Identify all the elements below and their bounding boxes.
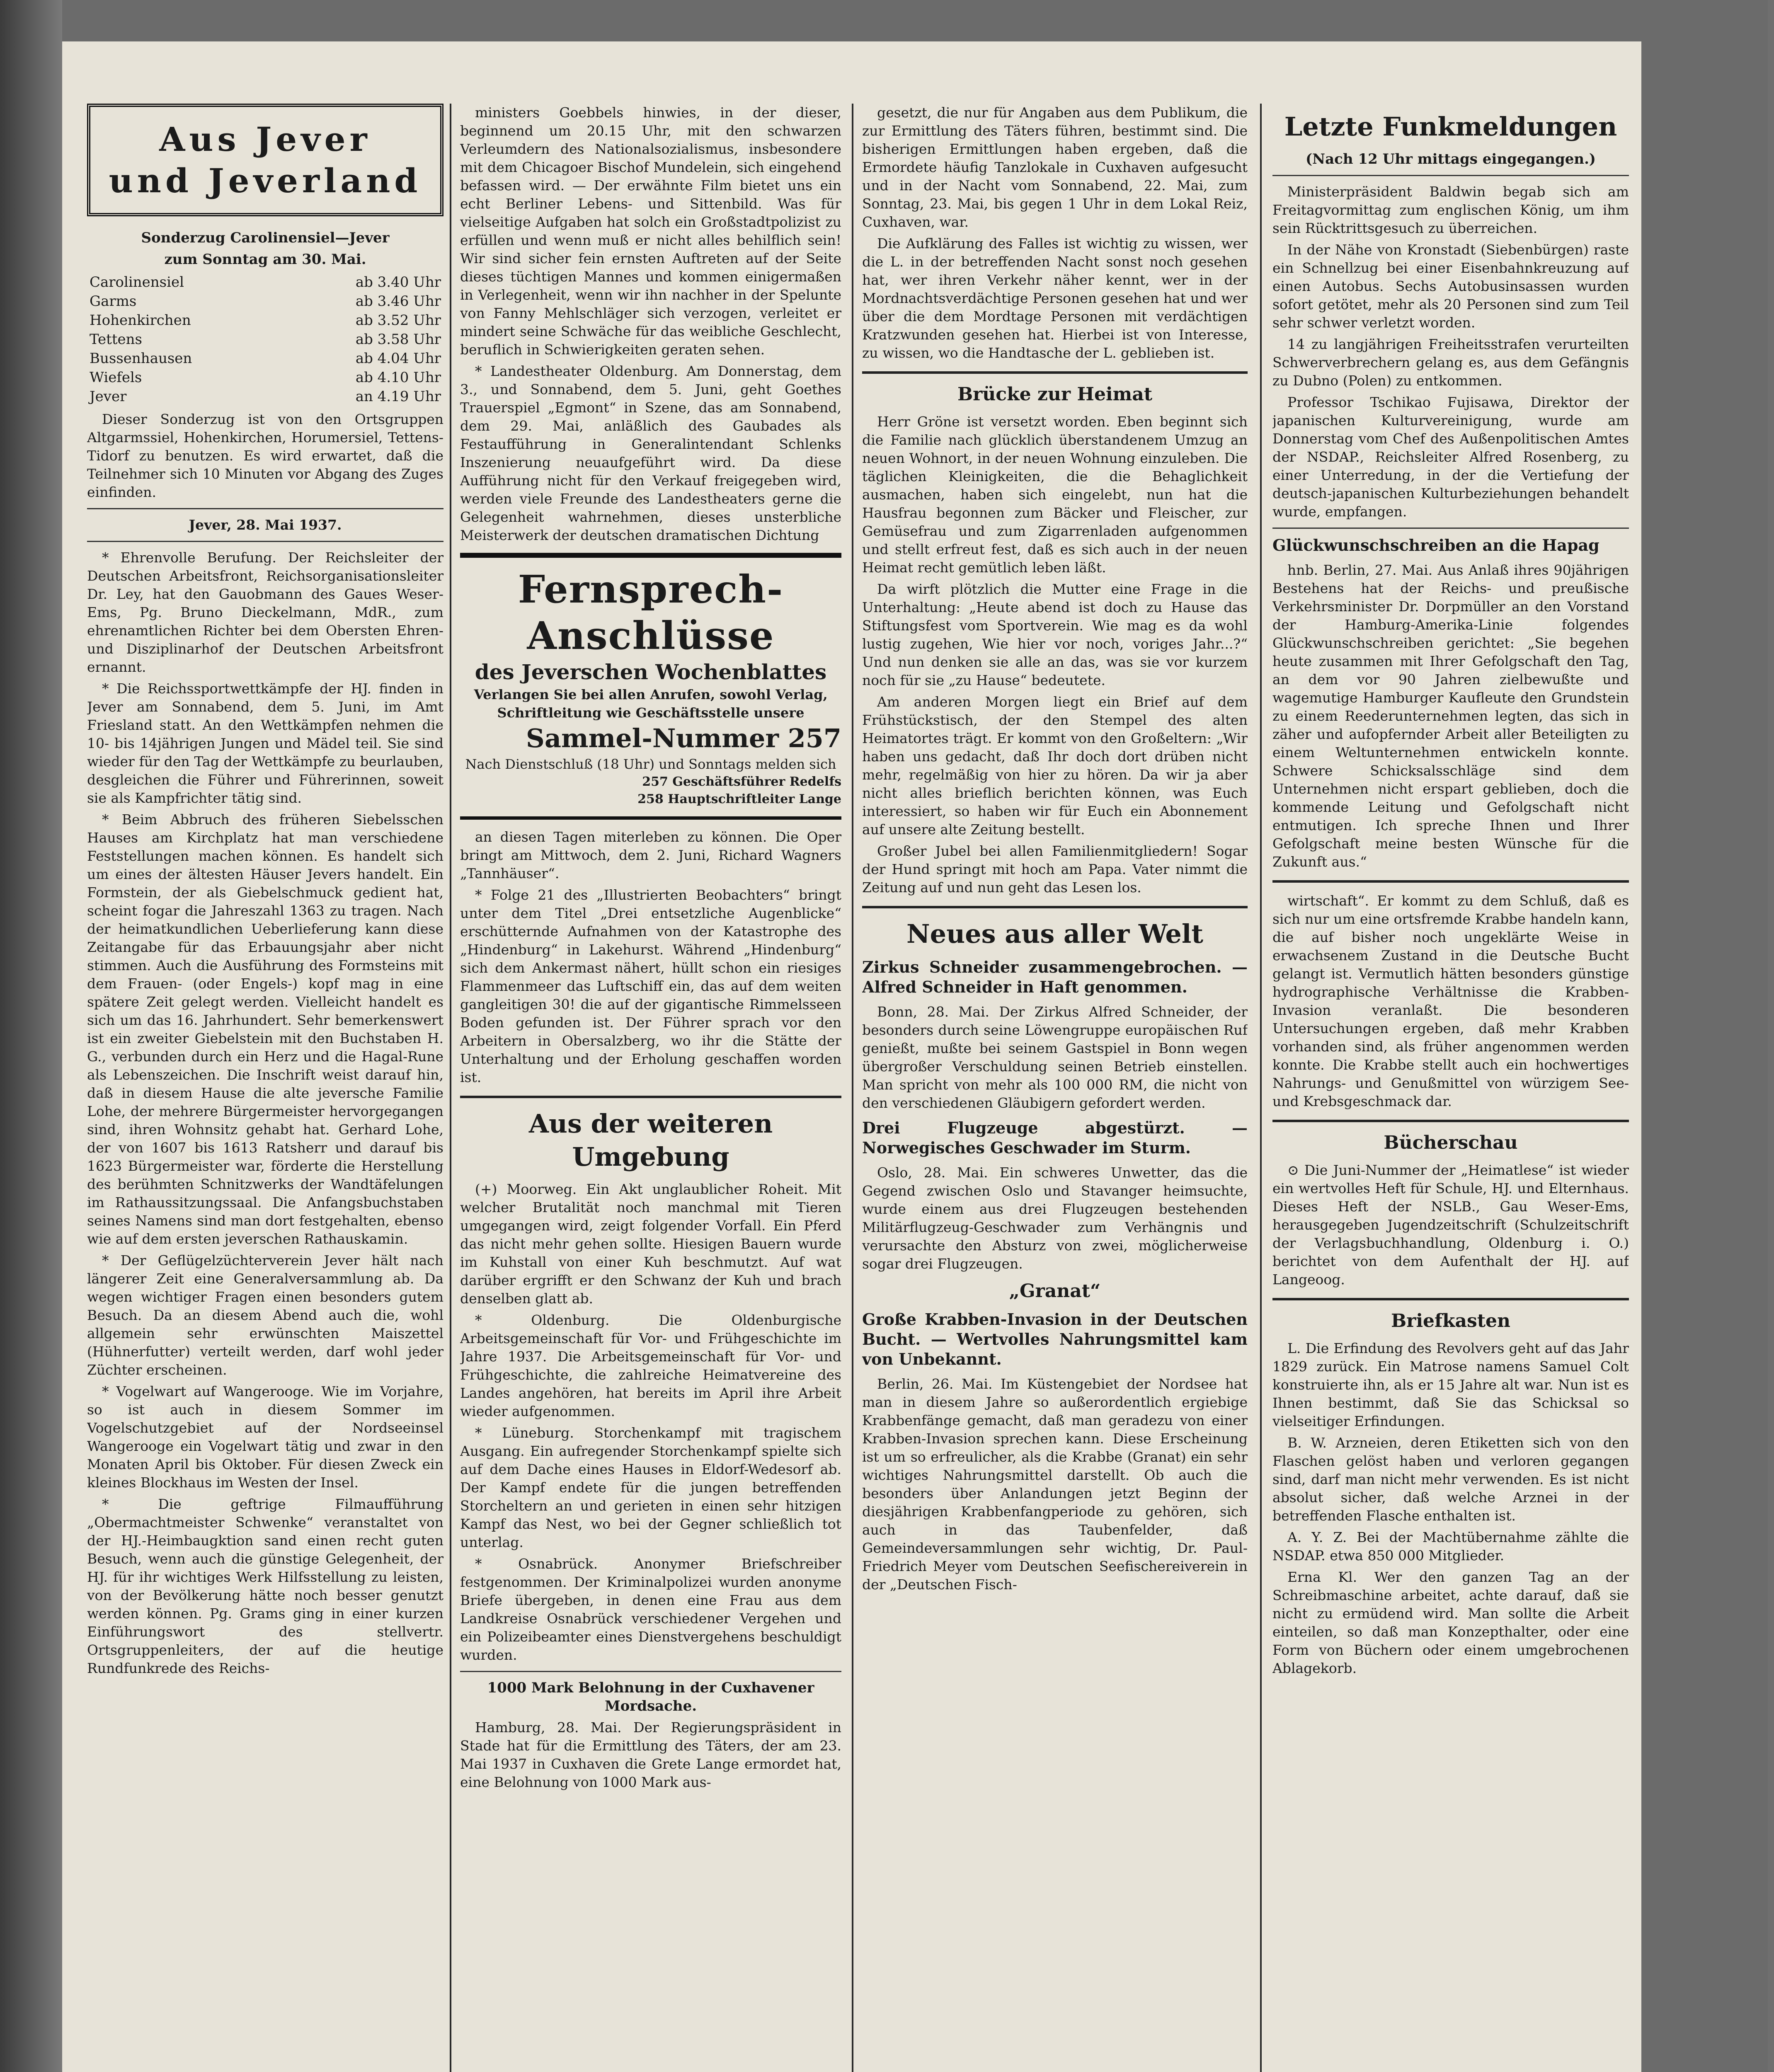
article-paragraph: Hamburg, 28. Mai. Der Regierungspräsident in Stade hat für die Ermittlung des Täters, der am 23. Mai 1937 in Cuxhaven die Grete Lange ermordet hat, eine Belohnung von 1000 Mark aus-: [460, 1719, 841, 1790]
article-paragraph: Bonn, 28. Mai. Der Zirkus Alfred Schneider, der besonders durch seine Löwengruppe europäischen Ruf genießt, mußte bei seinem Gastspiel in Bonn wegen übergroßer Verschuldung seinen Betrieb einstellen. Man spricht von mehr als 100 000 RM, die nicht von den verschiedenen Gläubigern gefordert werden.: [862, 1004, 1248, 1111]
ad-title: Fernsprech-Anschlüsse: [518, 567, 784, 658]
divider: [862, 371, 1248, 374]
stop-time: ab 3.52 Uhr: [355, 312, 441, 329]
schedule-row: [87, 368, 444, 387]
stop-time: ab 3.46 Uhr: [355, 293, 441, 310]
article-heading: Glückwunschschreiben an die Hapag: [1272, 536, 1600, 554]
stop-time: ab 4.04 Uhr: [355, 350, 441, 367]
article-paragraph: Berlin, 26. Mai. Im Küstengebiet der Nordsee hat man in diesem Jahre so außerordentlich ergiebige Krabbenfänge gemacht, daß man geradezu von einer Krabben-Invasion sprechen kann. Diese Erscheinung ist um so erfreulicher, als die Krabbe (Granat) ein sehr wichtiges Nahrungsmittel darstellt. Ob auch die besonders über Anlandungen jetzt Beginn der diesjährigen Krabbenfangperiode zu gehören, sich auch in das Taubenfelder, daß Gemeindeversammlungen sehr wichtig, Dr. Paul-Friedrich Meyer vom Deutschen Seefischereiverein in der „Deutschen Fisch-: [862, 1376, 1248, 1593]
schedule-row: [87, 387, 444, 406]
stop-place: Hohenkirchen: [90, 312, 191, 329]
section-heading: Aus der weiteren Umgebung: [528, 1109, 773, 1172]
divider: [87, 508, 444, 509]
masthead-line-2: und Jeverland: [109, 161, 422, 200]
schedule-row: [87, 311, 444, 330]
train-schedule: [87, 273, 444, 406]
article-paragraph: Am anderen Morgen liegt ein Brief auf dem Frühstückstisch, der den Stempel des alten Heimatortes trägt. Er kommt von den Großeltern: „Wir haben uns gedacht, daß Ihr doch dort drüben nicht mehr, regelmäßig von hier zu hören. Da wir ja aber nicht alles brieflich berichten können, was Euch interessiert, so haben wir für Euch ein Abonnement auf unsere alte Zeitung bestellt.: [862, 694, 1248, 838]
section-subtitle: (Nach 12 Uhr mittags eingegangen.): [1305, 151, 1596, 167]
page-binding-edge: [0, 0, 62, 2072]
ad-line-1: 257 Geschäftsführer Redelfs: [642, 775, 841, 789]
train-note: Dieser Sonderzug ist von den Ortsgruppen Altgarmssiel, Hohenkirchen, Horumersiel, Tettens-Tidorf zu benutzen. Es wird erwartet, daß die Teilnehmer sich 10 Minuten vor Abgang des Zuges einfinden.: [87, 411, 444, 500]
news-headline: „Granat“: [1009, 1280, 1101, 1302]
column-rule-1: [450, 104, 451, 2072]
ad-after-hours: Nach Dienstschluß (18 Uhr) und Sonntags melden sich: [465, 756, 836, 772]
article-paragraph: * Osnabrück. Anonymer Briefschreiber festgenommen. Der Kriminalpolizei wurden anonyme Briefe übergeben, in denen eine Frau aus dem Landkreise Osnabrück verschiedener Vergehen und ein Polizeibeamter eines Dienstvergehens beschuldigt wurden.: [460, 1556, 841, 1663]
article-paragraph: * Der Geflügelzüchterverein Jever hält nach längerer Zeit eine Generalversammlung ab. Da wegen wichtiger Fragen einen besonders gutem Besuch. Da an diesem Abend auch die, wohl allgemein sehr erwünschten Maiszettel (Hühnerfutter) verteilt werden, darf wohl jeder Züchter erscheinen.: [87, 1252, 444, 1378]
ad-text: Verlangen Sie bei allen Anrufen, sowohl Verlag, Schriftleitung wie Geschäftsstelle unsere: [474, 687, 828, 721]
local-section-masthead: [87, 104, 444, 216]
column-3: [862, 104, 1248, 1597]
stop-place: Carolinensiel: [90, 274, 184, 290]
schedule-row: [87, 273, 444, 292]
divider: [1272, 528, 1629, 529]
divider: [87, 541, 444, 542]
article-paragraph: * Landestheater Oldenburg. Am Donnerstag, dem 3., und Sonnabend, dem 5. Juni, geht Goethes Trauerspiel „Egmont“ in Szene, das am Sonnabend, dem 29. Mai, anläßlich des Gaubades als Festaufführung in Generalintendant Schlenks Inszenierung neuaufgeführt wird. Da diese Aufführung nicht für den Verkauf freigegeben wird, werden viele Freunde des Landestheaters gerne die Gelegenheit wahrnehmen, dieses unsterbliche Meisterwerk der deutschen dramatischen Dichtung: [460, 363, 841, 543]
schedule-row: [87, 330, 444, 349]
article-heading: Brücke zur Heimat: [957, 384, 1153, 405]
ad-line-2: 258 Hauptschriftleiter Lange: [637, 792, 841, 806]
stop-place: Bussenhausen: [90, 350, 192, 367]
news-headline: Zirkus Schneider zusammengebrochen. — Alfred Schneider in Haft genommen.: [862, 958, 1248, 996]
article-paragraph: Großer Jubel bei allen Familienmitgliedern! Sogar der Hund springt mit hoch am Papa. Vater nimmt die Zeitung auf und nun geht das Lesen los.: [862, 843, 1248, 896]
divider: [1272, 175, 1629, 176]
stop-time: ab 3.58 Uhr: [355, 331, 441, 348]
article-paragraph: wirtschaft“. Er kommt zu dem Schluß, daß es sich nur um eine ortsfremde Krabbe handeln kann, die auf bisher noch ungeklärte Weise in erwachsenem Zustand in die Deutsche Bucht gelangt ist. Vermutlich hätten besonders günstige hydrographische Verhältnisse die Krabben-Invasion veranlaßt. Die besonderen Untersuchungen ergeben, daß mehr Krabben vorhanden sind, als früher angenommen werden konnte. Die Krabbe stellt auch ein hochwertiges Nahrungs- und Genußmittel von würzigem See- und Krebsgeschmack dar.: [1272, 893, 1629, 1109]
stop-place: Garms: [90, 293, 137, 310]
stop-time: ab 4.10 Uhr: [355, 369, 441, 386]
telephone-advertisement: [460, 553, 841, 820]
stop-place: Jever: [90, 388, 127, 405]
divider: [862, 906, 1248, 908]
mailbox-item: Erna Kl. Wer den ganzen Tag an der Schreibmaschine arbeitet, achte darauf, daß sie nicht zu ermüdend wird. Man sollte die Arbeit einteilen, so daß man Konzepthalter, oder eine Form von Büchern oder einem umgebrochenen Ablagekorb.: [1272, 1569, 1629, 1676]
article-paragraph: Die Aufklärung des Falles ist wichtig zu wissen, wer die L. in der betreffenden Nacht sonst noch gesehen hat, wer ihren Verkehr näher kennt, wer in der Mordnachtsverdächtige Personen gesehen hat und wer über die dem Mordtage Personen mit verdächtigen Kratzwunden gesehen hat. Hierbei ist von Interesse, zu wissen, wo die Handtasche der L. geblieben ist.: [862, 235, 1248, 361]
stop-time: an 4.19 Uhr: [355, 388, 441, 405]
schedule-row: [87, 292, 444, 311]
article-paragraph: * Lüneburg. Storchenkampf mit tragischem Ausgang. Ein aufregender Storchenkampf spielte sich auf dem Dache eines Hauses in Eldorf-Wedesorf ab. Der Kampf endete für die jungen betreffenden Storcheltern an und gerieten in einen sehr hitzigen Kampf das Nest, wo bei der Gegner schließlich tot unterlag.: [460, 1425, 841, 1550]
mailbox-item: L. Die Erfindung des Revolvers geht auf das Jahr 1829 zurück. Ein Matrose namens Samuel Colt konstruierte ihn, als er 15 Jahre alt war. Nun ist es Ihnen bestimmt, daß Sie das Schicksal so vielseitiger Erfindungen.: [1272, 1340, 1629, 1429]
article-paragraph: * Beim Abbruch des früheren Siebelsschen Hauses am Kirchplatz hat man verschiedene Feststellungen machen können. Es handelt sich um eines der ältesten Häuser Jevers handelt. Ein Formstein, der als Giebelschmuck gedient hat, scheint fogar die Jahreszahl 1363 zu tragen. Nach der heimatkundlichen Ueberlieferung kann diese Zeitangabe für das Erbauungsjahr aber nicht stimmen. Auch die Ausführung des Formsteins mit dem Frauen- (oder Engels-) kopf mag in eine spätere Zeit gelegt werden. Vielleicht handelt es sich um das 16. Jahrhundert. Sehr bemerkenswert ist ein zweiter Giebelstein mit den Buchstaben H. G., verbunden durch ein Herz und die Hagal-Rune als Lebenszeichen. Die Inschrift weist darauf hin, daß in diesem Hause die alte jeversche Familie Lohe, der mehrere Bürgermeister hervorgegangen sind, ihren Wohnsitz gehabt hat. Gerhard Lohe, der von 1607 bis 1613 Ratsherr und darauf bis 1623 Bürgermeister war, förderte die Herstellung des berühmten Schnitzwerks der Wandtäfelungen im Rathaussitzungssaal. Die Anfangsbuchstaben seines Namens sind man dort festgehalten, ebenso wie auf dem ersten jeverschen Rathauskamin.: [87, 811, 444, 1247]
stop-place: Tettens: [90, 331, 142, 348]
stop-place: Wiefels: [90, 369, 142, 386]
section-heading: Bücherschau: [1384, 1132, 1518, 1153]
column-2: [460, 104, 841, 1795]
divider: [460, 1671, 841, 1672]
divider: [1272, 880, 1629, 883]
article-paragraph: Ministerpräsident Baldwin begab sich am Freitagvormittag zum englischen König, um ihm sein Rücktrittsgesuch zu überreichen.: [1272, 184, 1629, 236]
article-paragraph: 14 zu langjährigen Freiheitsstrafen verurteilten Schwerverbrechern gelang es, aus dem Gefängnis zu Dubno (Polen) zu entkommen.: [1272, 336, 1629, 389]
article-paragraph: * Die geftrige Filmaufführung „Obermachtmeister Schwenke“ veranstaltet von der HJ.-Heimbaugktion sand einen recht guten Besuch, wenn auch die günstige Gelegenheit, der HJ. für ihr wichtiges Werk Hilfsstellung zu leisten, von der Bevölkerung hätte noch besser genutzt werden können. Pg. Grams ging in einer kurzen Einführungswort des stellvertr. Ortsgruppenleiters, der auf die heutige Rundfunkrede des Reichs-: [87, 1496, 444, 1676]
column-rule-3: [1260, 104, 1262, 2072]
article-paragraph: Oslo, 28. Mai. Ein schweres Unwetter, das die Gegend zwischen Oslo und Stavanger heimsuchte, wurde einem aus drei Flugzeugen bestehenden Militärflugzeug-Geschwader zum Verhängnis und verursachte den Absturz von zwei, möglicherweise sogar drei Flugzeugen.: [862, 1164, 1248, 1272]
section-heading: Neues aus aller Welt: [906, 919, 1204, 949]
section-heading: Letzte Funkmeldungen: [1284, 111, 1617, 142]
train-title: Sonderzug Carolinensiel—Jever: [141, 230, 390, 246]
article-paragraph: gesetzt, die nur für Angaben aus dem Publikum, die zur Ermittlung des Täters führen, bestimmt sind. Die bisherigen Ermittlungen haben ergeben, daß die Ermordete häufig Tanzlokale in Cuxhaven aufgesucht und in der Nacht vom Sonnabend, 22. Mai, zum Sonntag, 23. Mai, bis gegen 1 Uhr in dem Lokal Reiz, Cuxhaven, war.: [862, 104, 1248, 230]
section-heading: Briefkasten: [1391, 1310, 1511, 1331]
article-paragraph: Da wirft plötzlich die Mutter eine Frage in die Unterhaltung: „Heute abend ist doch zu Hause das Stiftungsfest vom Sportverein. Wie mag es da wohl lustig zugehen, Wie hier vor noch, voriges Jahr...?“ Und nun denken sie alle an das, was sie vor kurzem noch für sie „zu Hause“ bedeutete.: [862, 581, 1248, 688]
article-paragraph: (+) Moorweg. Ein Akt unglaublicher Roheit. Mit welcher Brutalität noch manchmal mit Tieren umgegangen wird, zeigt folgender Vorfall. Ein Pferd das nicht mehr gehen sollte. Hiesigen Bauern wurde im Kuhstall von einer Kuh beschmutzt. Auf wat darüber ergrifft er den Schwanz der Kuh und brach denselben glatt ab.: [460, 1181, 841, 1307]
ad-subtitle: des Jeverschen Wochenblattes: [475, 660, 827, 684]
divider: [1272, 1120, 1629, 1122]
reward-heading: 1000 Mark Belohnung in der Cuxhavener Mordsache.: [487, 1680, 814, 1714]
column-4: [1272, 104, 1629, 1681]
divider: [1272, 1298, 1629, 1300]
dateline: Jever, 28. Mai 1937.: [189, 517, 342, 533]
article-paragraph: * Folge 21 des „Illustrierten Beobachters“ bringt unter dem Titel „Drei entsetzliche Augenblicke“ erschütternde Aufnahmen von der Katastrophe des „Hindenburg“ in Lakehurst. Während „Hindenburg“ sich dem Ankermast nähert, hüllt schon ein riesiges Flammenmeer das Luftschiff ein, das auf dem weiten gangleitigen 30! die auf der gigantische Rimmelsseen Boden gefunden ist. Der Führer sprach vor den Arbeitern in Obersalzberg, wo ihr die Stätte der Unterhaltung und der Erholung geschaffen worden ist.: [460, 887, 841, 1085]
article-paragraph: * Oldenburg. Die Oldenburgische Arbeitsgemeinschaft für Vor- und Frühgeschichte im Jahre 1937. Die Arbeitsgemeinschaft für Vor- und Frühgeschichte, die zahlreiche Heimatvereine des Landes angehören, hat bereits im April ihre Arbeit wieder aufgenommen.: [460, 1312, 841, 1419]
article-paragraph: ⊙ Die Juni-Nummer der „Heimatlese“ ist wieder ein wertvolles Heft für Schule, HJ. und Elternhaus. Dieses Heft der NSLB., Gau Weser-Ems, herausgegeben Jugendzeitschrift (Schulzeitschrift der Verlagsbuchhandlung, Oldenburg i. O.) berichtet von dem Aufenthalt der HJ. auf Langeoog.: [1272, 1162, 1629, 1288]
mailbox-item: B. W. Arzneien, deren Etiketten sich von den Flaschen gelöst haben und verloren gegangen sind, darf man nicht mehr verwenden. Es ist nicht absolut sicher, daß welche Arznei in der betreffenden Flasche enthalten ist.: [1272, 1435, 1629, 1524]
article-paragraph: hnb. Berlin, 27. Mai. Aus Anlaß ihres 90jährigen Bestehens hat der Reichs- und preußische Verkehrsminister Dr. Dorpmüller an den Vorstand der Hamburg-Amerika-Linie folgendes Glückwunschschreiben gerichtet: „Sie begehen heute zusammen mit Ihrer Gefolgschaft den Tag, an dem vor 90 Jahren zielbewußte und wagemutige Hamburger Kaufleute den Grundstein zu einem Reederunternehmen legten, das sich in zäher und aufopfernder Arbeit aller Beteiligten zu einem Weltunternehmen entwickeln konnte. Schwere Schicksalsschläge sind dem Unternehmen nicht erspart geblieben, doch die kommende Leitung und Gefolgschaft nicht entmutigen. Ich spreche Ihnen und Ihrer Gefolgschaft meine besten Wünsche für die Zukunft aus.“: [1272, 562, 1629, 870]
divider: [460, 1096, 841, 1098]
train-subtitle: zum Sonntag am 30. Mai.: [164, 251, 366, 268]
news-headline: Drei Flugzeuge abgestürzt. — Norwegisches Geschwader im Sturm.: [862, 1118, 1248, 1157]
news-headline: Große Krabben-Invasion in der Deutschen Bucht. — Wertvolles Nahrungsmittel kam von Unbekannt.: [862, 1310, 1248, 1368]
column-1: [87, 104, 444, 1681]
schedule-row: [87, 349, 444, 368]
column-rule-2: [852, 104, 853, 2072]
article-paragraph: * Die Reichssportwettkämpfe der HJ. finden in Jever am Sonnabend, dem 5. Juni, im Amt Friesland statt. An den Wettkämpfen nehmen die 10- bis 14jährigen Jungen und Mädel teil. Sie sind wieder für den Tag der Wettkämpfe zu beurlauben, desgleichen die Führer und Führerinnen, soweit sie als Kampfrichter tätig sind.: [87, 680, 444, 806]
masthead-line-1: Aus Jever: [159, 120, 371, 159]
article-paragraph: * Ehrenvolle Berufung. Der Reichsleiter der Deutschen Arbeitsfront, Reichsorganisationsleiter Dr. Ley, hat den Gauobmann des Gaues Weser-Ems, Pg. Bruno Dieckelmann, MdR., zum ehrenamtlichen Richter bei dem Obersten Ehren- und Disziplinarhof der Deutschen Arbeitsfront ernannt.: [87, 549, 444, 675]
mailbox-item: A. Y. Z. Bei der Machtübernahme zählte die NSDAP. etwa 850 000 Mitglieder.: [1272, 1529, 1629, 1564]
newspaper-page: [62, 41, 1641, 2072]
stop-time: ab 3.40 Uhr: [355, 274, 441, 290]
article-paragraph: ministers Goebbels hinwies, in der dieser, beginnend um 20.15 Uhr, mit den schwarzen Verleumdern des Nationalsozialismus, insbesondere mit dem Chicagoer Bischof Mundelein, sich eingehend befassen wird. — Der erwähnte Film bietet uns ein echt Berliner Lebens- und Sittenbild. Was für vielseitige Aufgaben hat solch ein Großstadtpolizist zu erfüllen und wenn muß er nicht alles behilflich sein! Wir sind sicher fein ernsten Auftreten auf der Seite dieses tüchtigen Mannes und kommen einigermaßen in Verlegenheit, wenn wir ihn nachher in der Spelunte von Fanny Mehlschläger sich verzogen, verleitet er mindert seine Schwäche für das weibliche Geschlecht, beruflich in Schwierigkeiten geraten sehen.: [460, 104, 841, 358]
article-paragraph: Professor Tschikao Fujisawa, Direktor der japanischen Kulturvereinigung, wurde am Donnerstag vom Chef des Außenpolitischen Amtes der NSDAP., Reichsleiter Alfred Rosenberg, zu einer Unterredung, in der die Vertiefung der deutsch-japanischen Kulturbeziehungen behandelt wurde, empfangen.: [1272, 394, 1629, 520]
article-paragraph: Herr Gröne ist versetzt worden. Eben beginnt sich die Familie nach glücklich überstandenem Umzug an neuen Wohnort, in der neuen Wohnung einzuleben. Die täglichen Kleinigkeiten, die die Behaglichkeit ausmachen, haben sich eingelebt, nun hat die Hausfrau begonnen zum Bäcker und Fleischer, zur Gemüsefrau und zum Zigarrenladen aufgenommen und stellt erfreut fest, daß es sich auch in der neuen Heimat recht gemütlich leben läßt.: [862, 414, 1248, 576]
article-paragraph: In der Nähe von Kronstadt (Siebenbürgen) raste ein Schnellzug bei einer Eisenbahnkreuzung auf einen Autobus. Sechs Autobusinsassen wurden sofort getötet, mehr als 20 Personen sind zum Teil sehr schwer verletzt worden.: [1272, 242, 1629, 331]
article-paragraph: an diesen Tagen miterleben zu können. Die Oper bringt am Mittwoch, dem 2. Juni, Richard Wagners „Tannhäuser“.: [460, 829, 841, 881]
article-paragraph: * Vogelwart auf Wangerooge. Wie im Vorjahre, so ist auch in diesem Sommer im Vogelschutzgebiet auf der Nordseeinsel Wangerooge ein Vogelwart tätig und zwar in den Monaten April bis Oktober. Für diesen Zweck ein kleines Blockhaus im Westen der Insel.: [87, 1383, 444, 1491]
ad-phone-number: Sammel-Nummer 257: [526, 723, 841, 753]
